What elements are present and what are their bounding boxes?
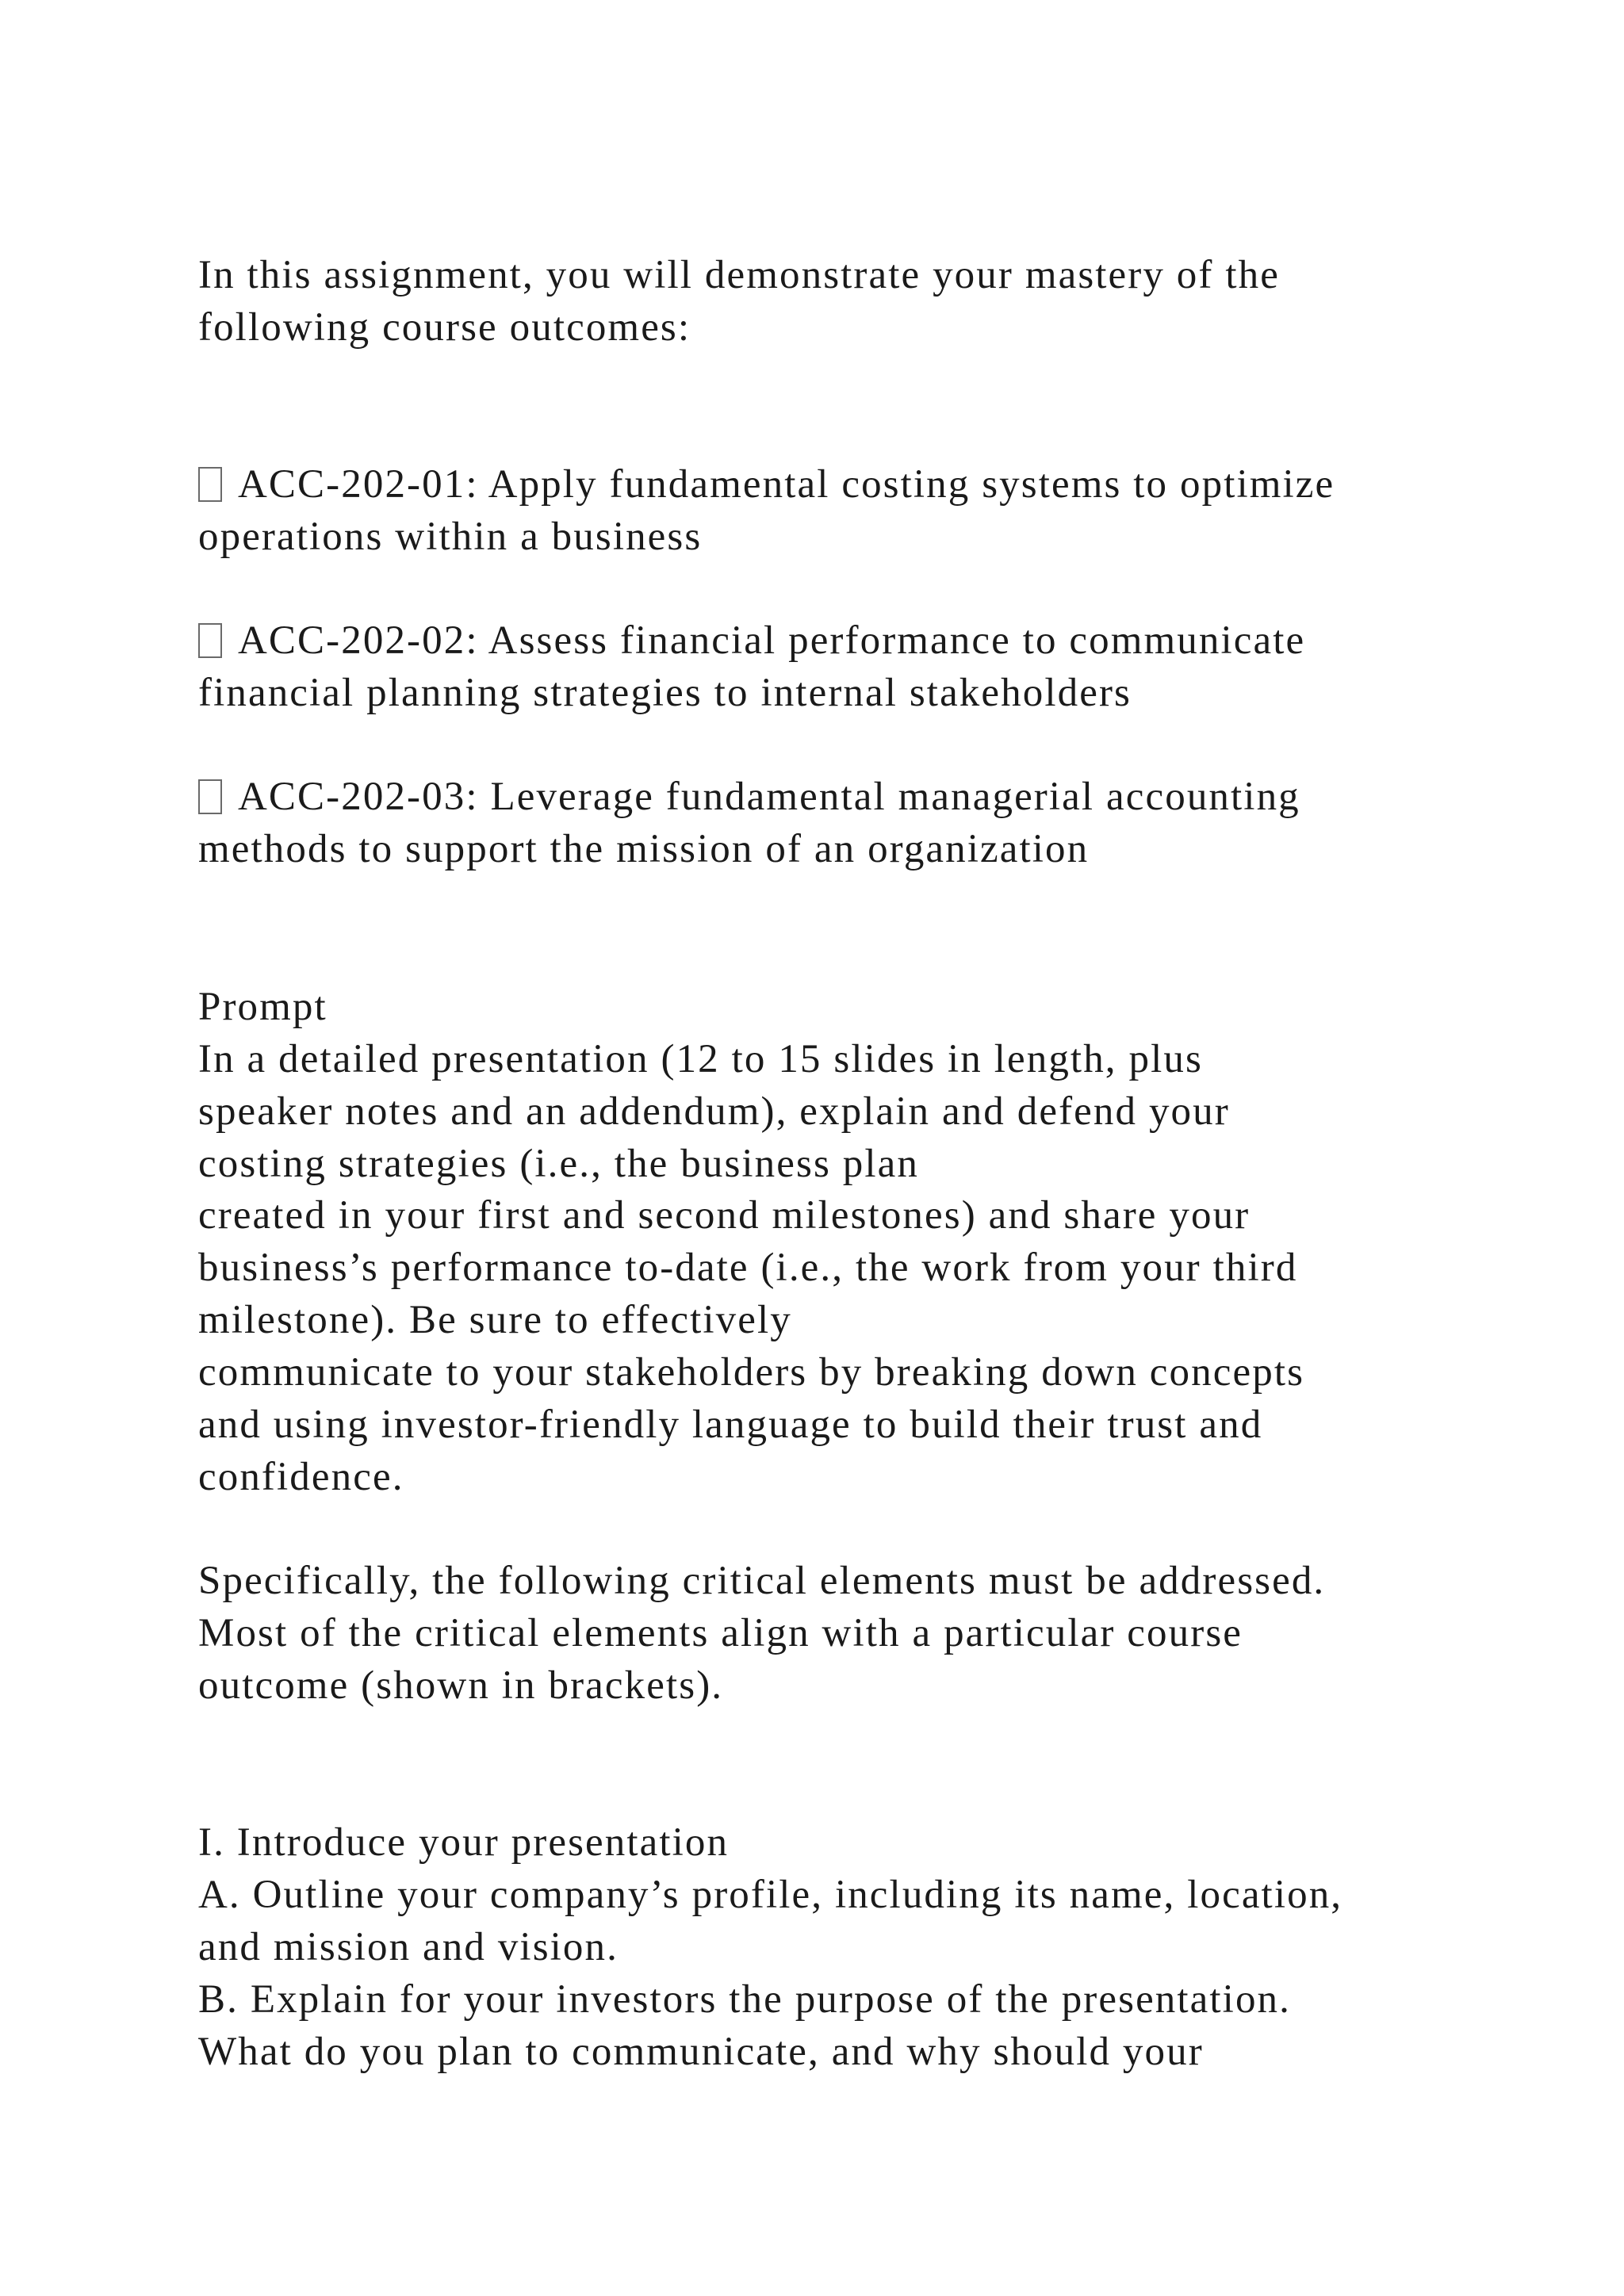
missing-glyph-bullet-icon xyxy=(198,623,222,658)
prompt-line: speaker notes and an addendum), explain and defend your xyxy=(198,1089,1230,1134)
prompt-line: and using investor-friendly language to build their trust and xyxy=(198,1402,1263,1447)
section-line: B. Explain for your investors the purpose of the presentation. xyxy=(198,1977,1292,2022)
specifically-line: Most of the critical elements align with a particular course xyxy=(198,1611,1243,1655)
prompt-heading: Prompt xyxy=(198,985,327,1029)
outcome-3-line-1 xyxy=(198,771,1300,823)
prompt-line: communicate to your stakeholders by breaking down concepts xyxy=(198,1350,1305,1395)
section-line: What do you plan to communicate, and why should your xyxy=(198,2030,1204,2074)
specifically-line: Specifically, the following critical elements must be addressed. xyxy=(198,1559,1326,1603)
prompt-line: costing strategies (i.e., the business plan xyxy=(198,1142,919,1186)
outcome-2-text: ACC-202-02: Assess financial performance to communicate xyxy=(238,618,1306,663)
outcome-1-line-2: operations within a business xyxy=(198,515,703,559)
missing-glyph-bullet-icon xyxy=(198,467,222,502)
outcome-3-text: ACC-202-03: Leverage fundamental managerial accounting xyxy=(238,775,1300,819)
intro-line-2: following course outcomes: xyxy=(198,305,691,350)
outcome-1-line-1 xyxy=(198,458,1335,511)
missing-glyph-bullet-icon xyxy=(198,779,222,814)
prompt-line: confidence. xyxy=(198,1455,404,1499)
outcome-2-line-1 xyxy=(198,614,1305,667)
section-heading: I. Introduce your presentation xyxy=(198,1820,730,1865)
prompt-line: In a detailed presentation (12 to 15 slides in length, plus xyxy=(198,1037,1203,1081)
section-line: and mission and vision. xyxy=(198,1925,619,1969)
intro-line-1: In this assignment, you will demonstrate your mastery of the xyxy=(198,253,1280,297)
prompt-line: created in your first and second milestones) and share your xyxy=(198,1193,1251,1238)
outcome-2-line-2: financial planning strategies to internal stakeholders xyxy=(198,671,1132,715)
prompt-line: milestone). Be sure to effectively xyxy=(198,1298,792,1342)
prompt-line: business’s performance to-date (i.e., the work from your third xyxy=(198,1246,1298,1290)
specifically-line: outcome (shown in brackets). xyxy=(198,1663,724,1708)
outcome-3-line-2: methods to support the mission of an organization xyxy=(198,827,1090,871)
outcome-1-text: ACC-202-01: Apply fundamental costing systems to optimize xyxy=(238,462,1335,507)
section-line: A. Outline your company’s profile, including its name, location, xyxy=(198,1873,1343,1917)
